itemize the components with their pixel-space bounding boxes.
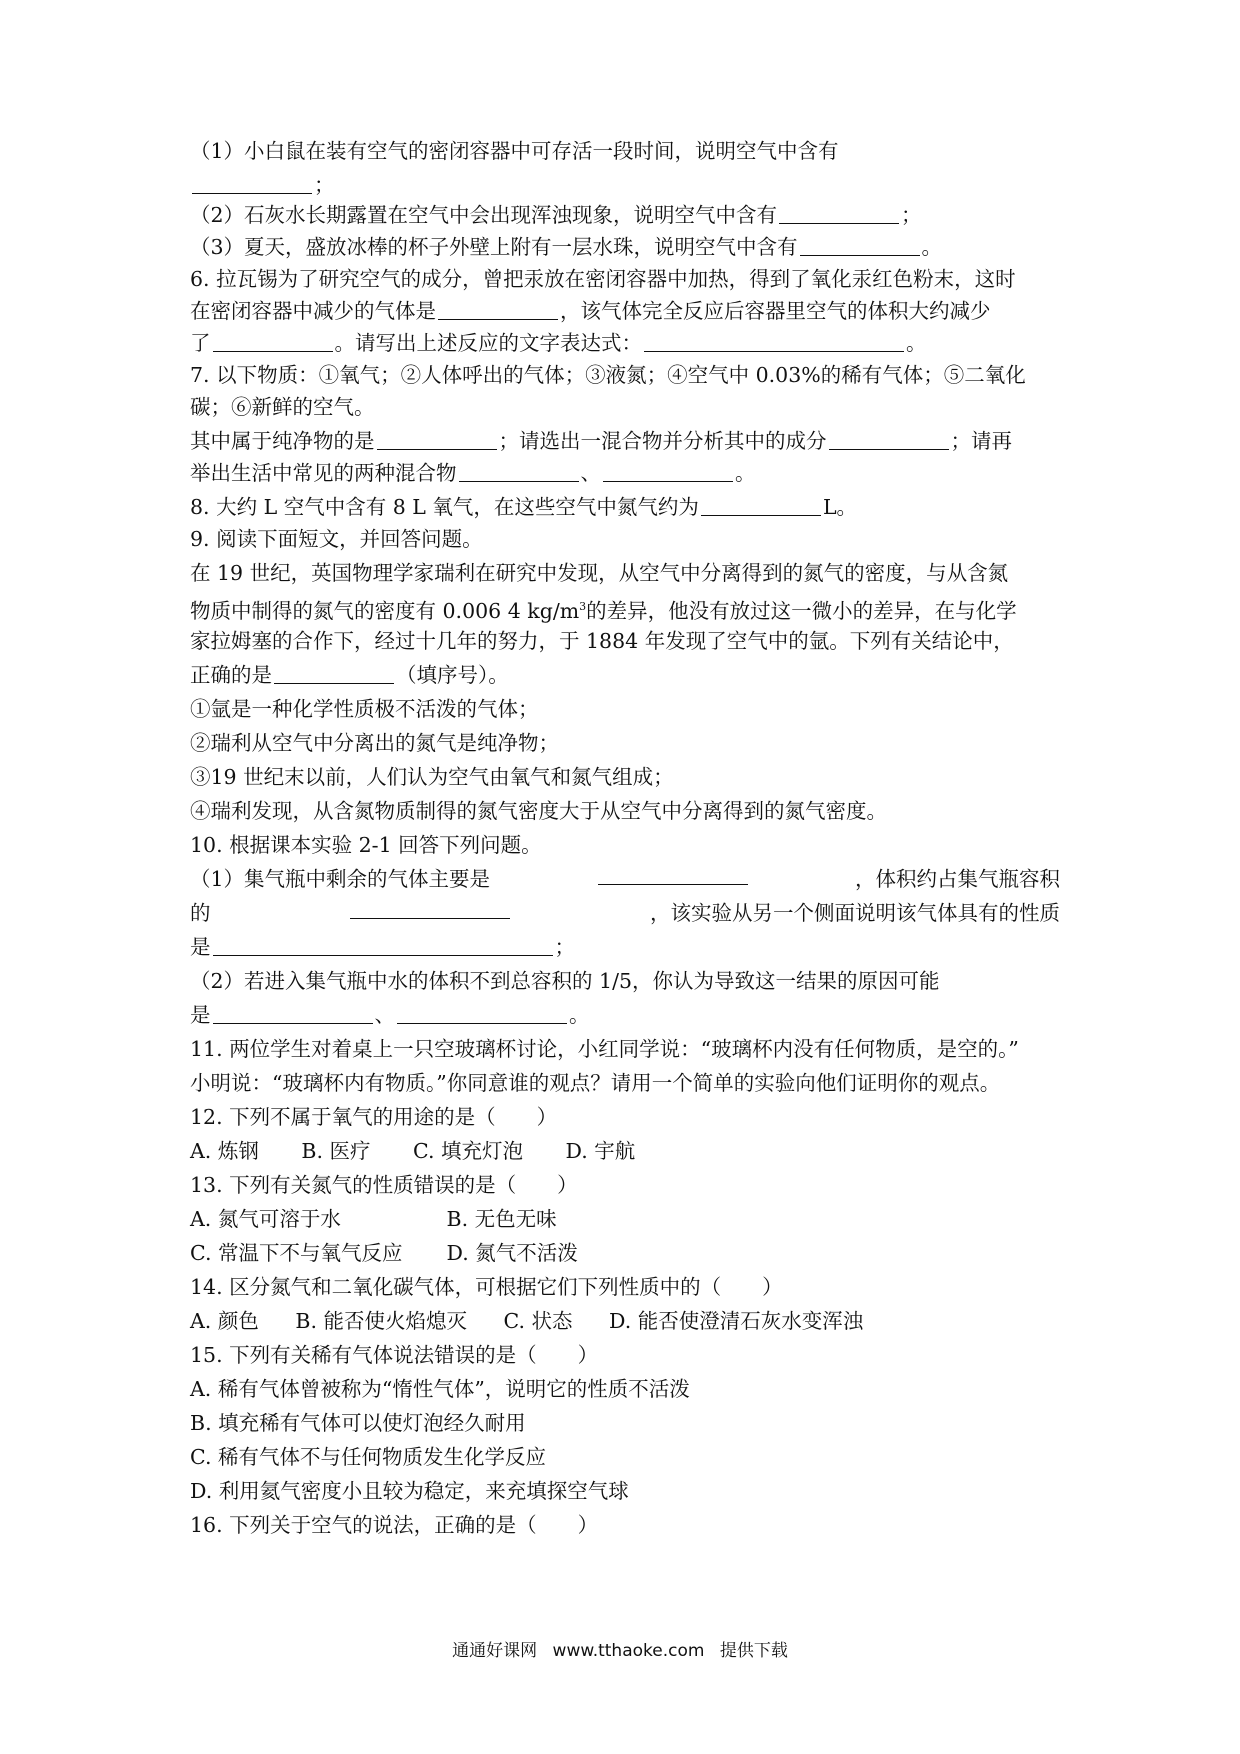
answer-blank[interactable]: [274, 661, 394, 684]
option-c[interactable]: C. 状态: [503, 1309, 573, 1333]
q9-text: 9. 阅读下面短文，并回答问题。: [190, 527, 483, 551]
question-stem: 14. 区分氮气和二氧化碳气体，可根据它们下列性质中的（ ）: [190, 1275, 783, 1299]
option-c[interactable]: C. 常温下不与氧气反应: [190, 1241, 403, 1265]
punct: 。: [906, 331, 927, 355]
option-text: ③19 世纪末以前，人们认为空气由氧气和氮气组成；: [190, 765, 674, 789]
q9-text: 的差异，他没有放过这一微小的差异，在与化学: [586, 599, 1017, 623]
q15-stem: [190, 1338, 598, 1372]
q7-text: 举出生活中常见的两种混合物: [190, 461, 457, 485]
q6-line1: [190, 262, 1016, 296]
q5-part2-text: （2）石灰水长期露置在空气中会出现浑浊现象，说明空气中含有: [190, 203, 778, 227]
q11-line1: [190, 1032, 1019, 1066]
q14-stem: [190, 1270, 783, 1304]
q7-text: ；请选出一混合物并分析其中的成分: [498, 429, 827, 453]
q10-line4: [190, 930, 575, 964]
answer-blank[interactable]: [598, 862, 748, 885]
q7-text: 7. 以下物质：①氧气；②人体呼出的气体；③液氮；④空气中 0.03%的稀有气体；⑤二氧化: [190, 363, 1026, 387]
q9-line4: [190, 624, 1014, 658]
q6-text: 了: [190, 331, 211, 355]
answer-blank[interactable]: [779, 201, 899, 224]
question-stem: 16. 下列关于空气的说法，正确的是（ ）: [190, 1513, 599, 1537]
q10-line6: [190, 998, 590, 1032]
q10-text: 是: [190, 935, 211, 959]
q9-text: 在 19 世纪，英国物理学家瑞利在研究中发现，从空气中分离得到的氮气的密度，与从含氮: [190, 561, 1009, 585]
footer-url[interactable]: www.tthaoke.com: [552, 1641, 705, 1661]
punct: 。: [735, 461, 756, 485]
q13-options-row1: [190, 1202, 557, 1236]
option-b[interactable]: B. 填充稀有气体可以使灯泡经久耐用: [190, 1411, 526, 1435]
q5-part3: [190, 230, 942, 264]
q9-text: （填序号）。: [396, 663, 509, 687]
q13-stem: [190, 1168, 578, 1202]
option-b[interactable]: B. 无色无味: [446, 1207, 557, 1231]
q6-line2: [190, 294, 991, 328]
q9-option-2: [190, 726, 559, 760]
q10-text: 的: [190, 901, 211, 925]
option-b[interactable]: B. 能否使火焰熄灭: [295, 1309, 467, 1333]
q5-part2: [190, 198, 922, 232]
punct: 、: [374, 1003, 395, 1027]
q10-line3: [190, 896, 1060, 930]
q15-option-a: [190, 1372, 690, 1406]
question-stem: 15. 下列有关稀有气体说法错误的是（ ）: [190, 1343, 599, 1367]
option-d[interactable]: D. 能否使澄清石灰水变浑浊: [609, 1309, 864, 1333]
q11-text: 小明说：“玻璃杯内有物质。”你同意谁的观点？请用一个简单的实验向他们证明你的观点。: [190, 1071, 1001, 1095]
q9-line3: [190, 590, 1017, 628]
option-a[interactable]: A. 颜色: [190, 1309, 259, 1333]
q12-stem: [190, 1100, 557, 1134]
punct: 。: [921, 235, 943, 259]
answer-blank[interactable]: [800, 233, 920, 256]
q7-line4: [190, 456, 756, 490]
option-text: ①氩是一种化学性质极不活泼的气体；: [190, 697, 539, 721]
answer-blank[interactable]: [459, 459, 579, 482]
q6-text: 在密闭容器中减少的气体是: [190, 299, 436, 323]
punct: ；: [554, 935, 575, 959]
q6-line3: [190, 326, 927, 360]
option-a[interactable]: A. 氮气可溶于水: [190, 1207, 341, 1231]
question-stem: 13. 下列有关氮气的性质错误的是（ ）: [190, 1173, 578, 1197]
answer-blank[interactable]: [213, 933, 553, 956]
footer-site-name: 通通好课网: [452, 1641, 538, 1661]
answer-blank[interactable]: [213, 1001, 373, 1024]
q16-stem: [190, 1508, 598, 1542]
q10-text: （1）集气瓶中剩余的气体主要是: [190, 867, 491, 891]
answer-blank[interactable]: [377, 427, 497, 450]
q15-option-b: [190, 1406, 526, 1440]
option-text: ④瑞利发现，从含氮物质制得的氮气密度大于从空气中分离得到的氮气密度。: [190, 799, 887, 823]
q15-option-d: [190, 1474, 629, 1508]
q10-text: ，该实验从另一个侧面说明该气体具有的性质: [650, 901, 1060, 925]
answer-blank[interactable]: [603, 459, 733, 482]
q9-text: 正确的是: [190, 663, 272, 687]
option-a[interactable]: A. 炼钢: [190, 1139, 259, 1163]
q9-line1: [190, 522, 483, 556]
q9-text: 物质中制得的氮气的密度有 0.006 4 kg/m: [190, 599, 580, 623]
q7-line1: [190, 358, 1026, 392]
q5-part1-text: （1）小白鼠在装有空气的密闭容器中可存活一段时间，说明空气中含有: [190, 139, 839, 163]
q11-line2: [190, 1066, 1000, 1100]
page-footer: [0, 1636, 1240, 1661]
q10-line5: [190, 964, 940, 998]
q8-line: [190, 490, 857, 524]
option-a[interactable]: A. 稀有气体曾被称为“惰性气体”，说明它的性质不活泼: [190, 1377, 690, 1401]
q10-text: ，体积约占集气瓶容积: [854, 867, 1060, 891]
punct: 。: [569, 1003, 590, 1027]
q7-text: 碳；⑥新鲜的空气。: [190, 395, 375, 419]
answer-blank[interactable]: [213, 329, 333, 352]
answer-blank[interactable]: [192, 171, 312, 194]
answer-blank[interactable]: [350, 896, 510, 919]
q9-line2: [190, 556, 1008, 590]
q9-line5: [190, 658, 509, 692]
q8-text: 8. 大约 L 空气中含有 8 L 氧气，在这些空气中氮气约为: [190, 495, 699, 519]
q5-part3-text: （3）夏天，盛放冰棒的杯子外壁上附有一层水珠，说明空气中含有: [190, 235, 798, 259]
q5-part1-line1: [190, 134, 839, 168]
option-b[interactable]: B. 医疗: [301, 1139, 371, 1163]
answer-blank[interactable]: [397, 1001, 567, 1024]
option-d[interactable]: D. 利用氦气密度小且较为稳定，来充填探空气球: [190, 1479, 629, 1503]
q10-line1: [190, 828, 542, 862]
q6-text: 6. 拉瓦锡为了研究空气的成分，曾把汞放在密闭容器中加热，得到了氧化汞红色粉末，这时: [190, 267, 1016, 291]
q10-line2: [190, 862, 1060, 896]
answer-blank[interactable]: [644, 329, 904, 352]
q9-option-3: [190, 760, 674, 794]
option-d[interactable]: D. 宇航: [565, 1139, 636, 1163]
q5-part1-line2: [190, 168, 335, 202]
q10-text: （2）若进入集气瓶中水的体积不到总容积的 1/5，你认为导致这一结果的原因可能: [190, 969, 940, 993]
q8-text: L。: [822, 495, 858, 519]
punct: 、: [580, 461, 601, 485]
q13-options-row2: [190, 1236, 578, 1270]
q10-text: 是: [190, 1003, 211, 1027]
q7-text: 其中属于纯净物的是: [190, 429, 375, 453]
superscript: 3: [579, 600, 587, 613]
q6-text: 。请写出上述反应的文字表达式：: [334, 331, 642, 355]
option-text: ②瑞利从空气中分离出的氮气是纯净物；: [190, 731, 559, 755]
punct: ；: [901, 203, 922, 227]
q9-option-1: [190, 692, 539, 726]
answer-blank[interactable]: [829, 427, 949, 450]
q7-line3: [190, 424, 1012, 458]
q11-text: 11. 两位学生对着桌上一只空玻璃杯讨论，小红同学说：“玻璃杯内没有任何物质，是空的。”: [190, 1037, 1019, 1061]
question-stem: 12. 下列不属于氧气的用途的是（ ）: [190, 1105, 558, 1129]
q7-line2: [190, 390, 375, 424]
q10-text: 10. 根据课本实验 2-1 回答下列问题。: [190, 833, 542, 857]
q9-text: 家拉姆塞的合作下，经过十几年的努力，于 1884 年发现了空气中的氩。下列有关结论中，: [190, 629, 1014, 653]
footer-note: 提供下载: [719, 1641, 788, 1661]
q7-text: ；请再: [950, 429, 1012, 453]
q12-options: [190, 1134, 635, 1168]
answer-blank[interactable]: [438, 297, 558, 320]
punct: ；: [314, 173, 335, 197]
option-c[interactable]: C. 填充灯泡: [413, 1139, 524, 1163]
option-c[interactable]: C. 稀有气体不与任何物质发生化学反应: [190, 1445, 546, 1469]
q15-option-c: [190, 1440, 546, 1474]
option-d[interactable]: D. 氮气不活泼: [446, 1241, 578, 1265]
q6-text: ，该气体完全反应后容器里空气的体积大约减少: [560, 299, 991, 323]
q9-option-4: [190, 794, 887, 828]
q14-options: [190, 1304, 863, 1338]
answer-blank[interactable]: [701, 493, 821, 516]
